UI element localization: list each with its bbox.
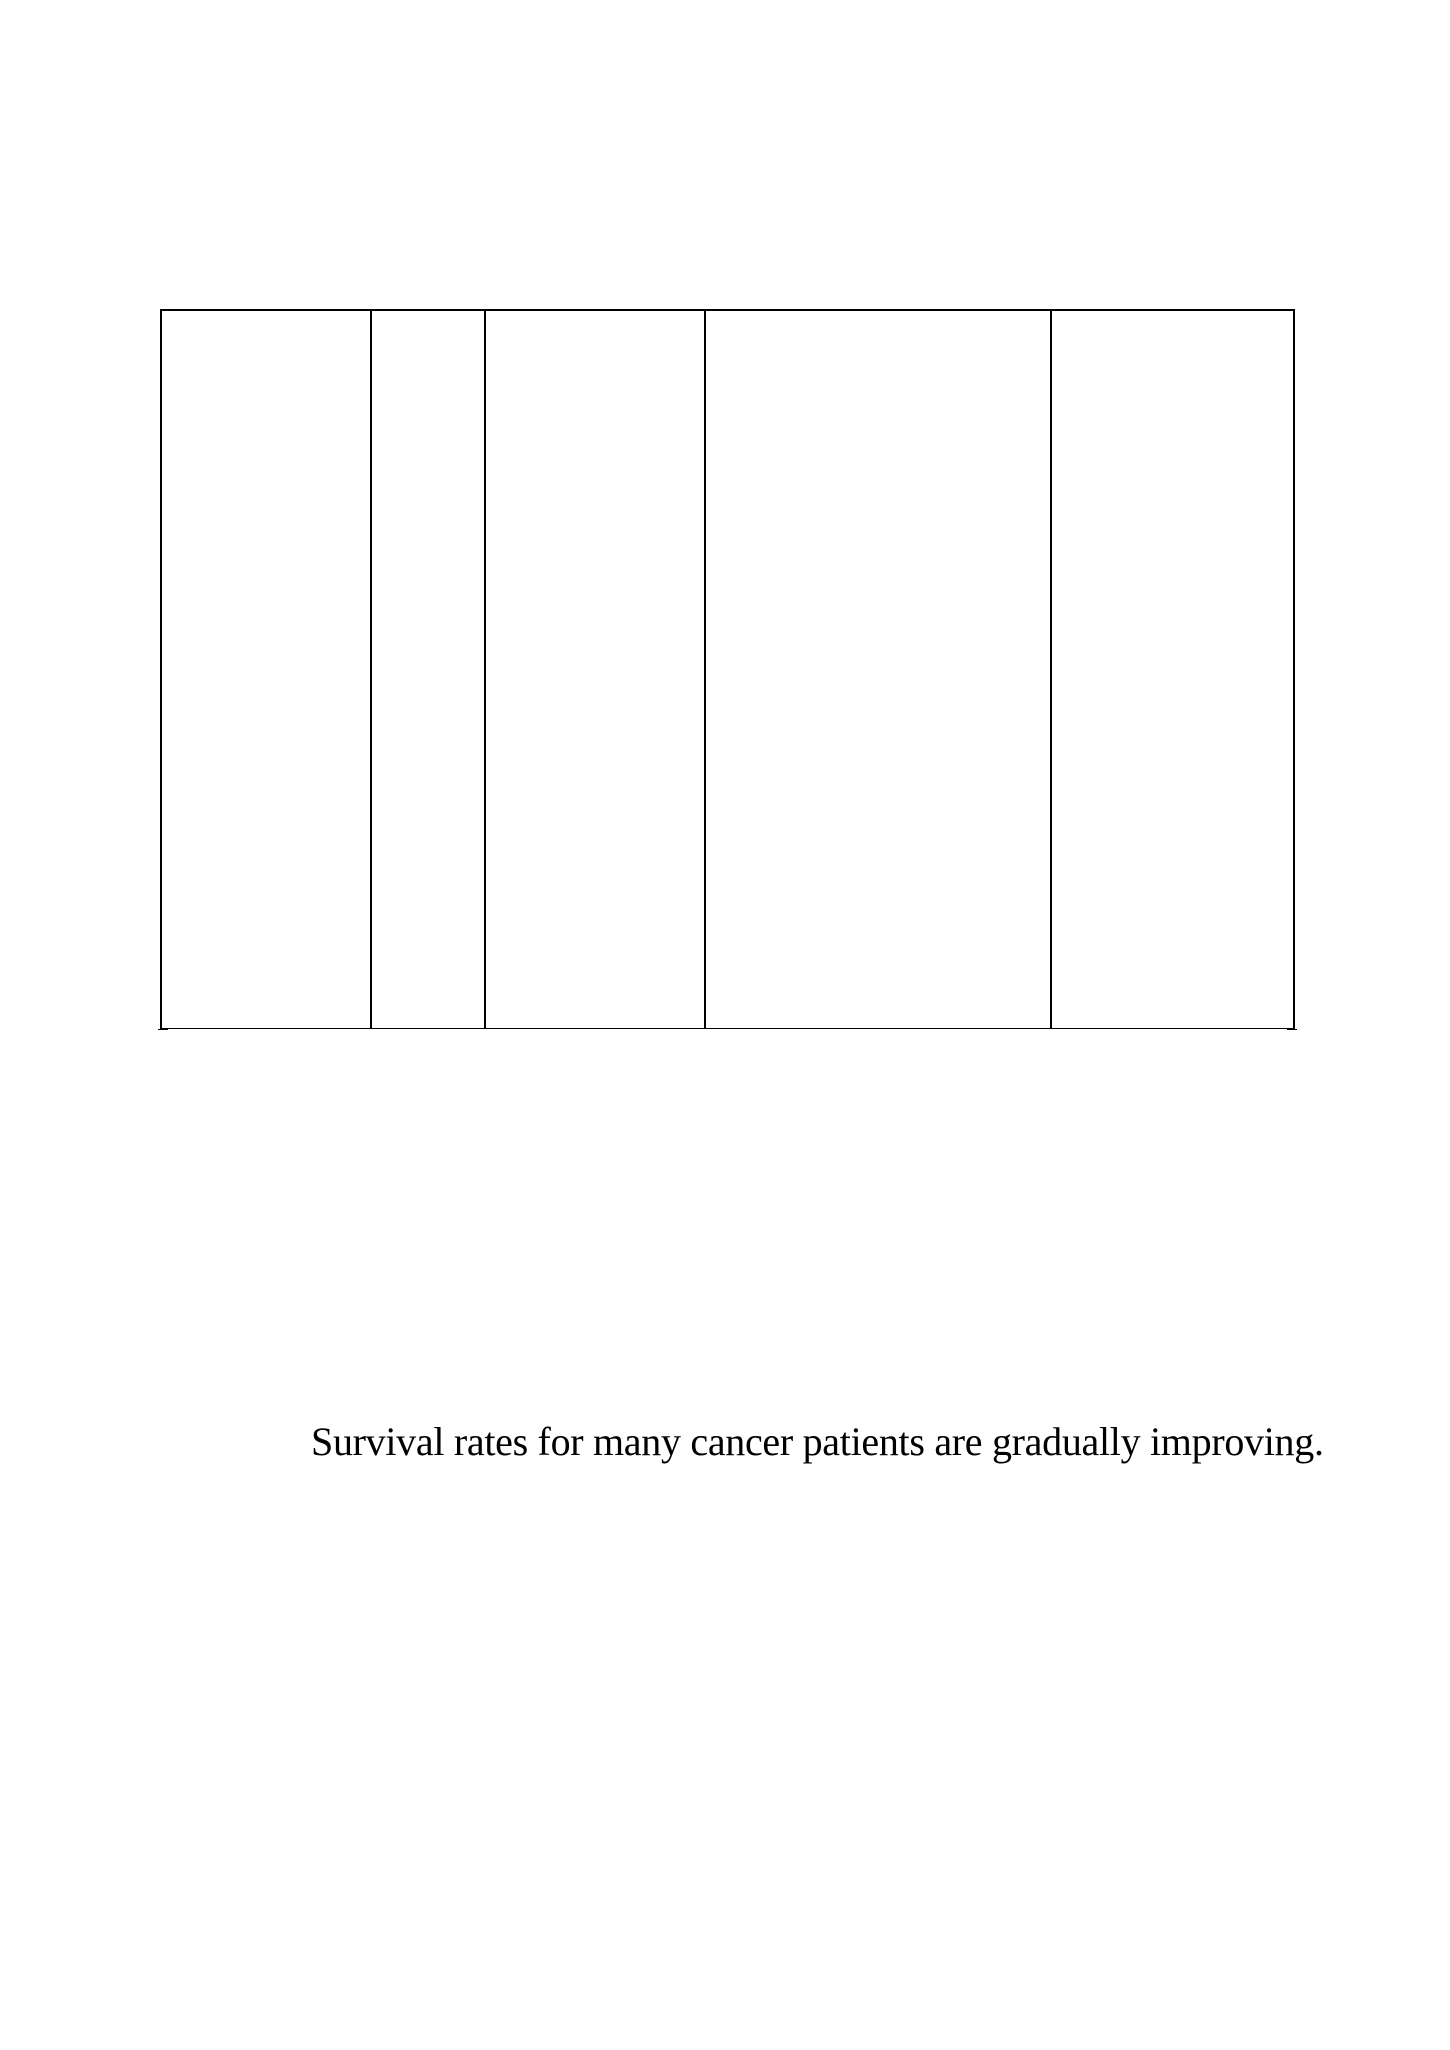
document-caption: Survival rates for many cancer patients are gradually improving. xyxy=(311,1419,1324,1464)
table-corner-mark-left xyxy=(158,1029,168,1030)
table-column-2 xyxy=(372,311,486,1028)
table-column-3 xyxy=(486,311,706,1028)
table-corner-mark-right xyxy=(1287,1029,1297,1030)
table-column-1 xyxy=(162,311,372,1028)
empty-table xyxy=(160,309,1295,1029)
table-column-4 xyxy=(706,311,1052,1028)
table-column-5 xyxy=(1052,311,1293,1028)
